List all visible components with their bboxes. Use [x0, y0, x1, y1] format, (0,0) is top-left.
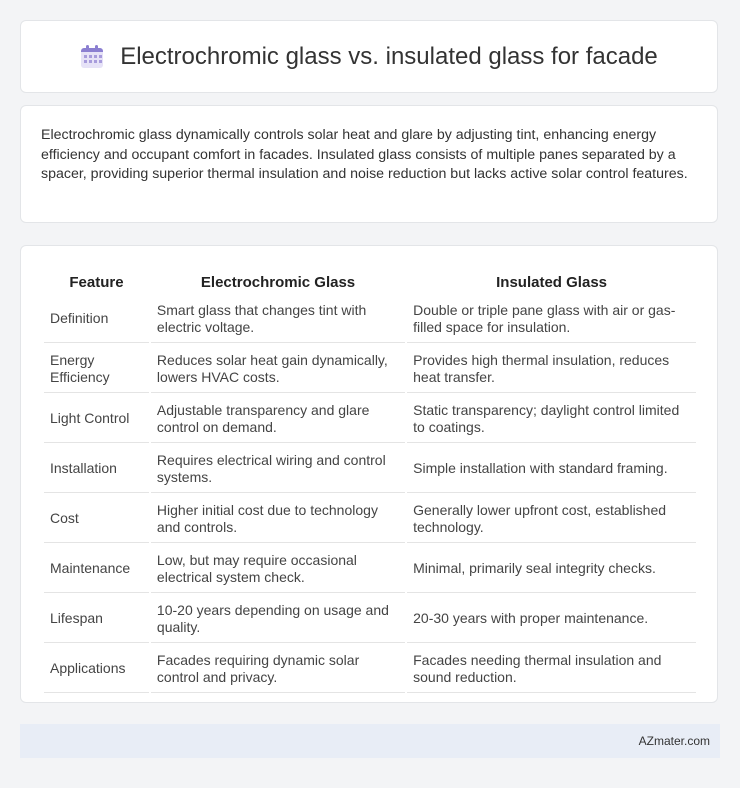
column-header-feature: Feature	[69, 274, 124, 291]
calendar-icon	[80, 45, 104, 69]
cell-electrochromic: Reduces solar heat gain dynamically, lowers HVAC costs.	[151, 345, 405, 393]
cell-insulated: Facades needing thermal insulation and sound reduction.	[407, 645, 696, 693]
footer-brand: AZmater.com	[638, 734, 710, 748]
cell-feature: Maintenance	[44, 545, 149, 593]
summary-text: Electrochromic glass dynamically controls solar heat and glare by adjusting tint, enhancing energy efficiency and occupant comfort in facades. Insulated glass consists of multiple panes separated by a spacer, providing superior thermal insulation and noise reduction but lacks active solar control features.	[41, 127, 688, 182]
column-header-insulated: Insulated Glass	[496, 274, 607, 291]
cell-insulated: Generally lower upfront cost, established technology.	[407, 495, 696, 543]
cell-electrochromic: Higher initial cost due to technology and controls.	[151, 495, 405, 543]
comparison-card	[20, 245, 718, 703]
cell-insulated: Double or triple pane glass with air or gas-filled space for insulation.	[407, 295, 696, 343]
cell-feature: Applications	[44, 645, 149, 693]
footer	[20, 724, 720, 758]
cell-insulated: Simple installation with standard framing.	[407, 445, 696, 493]
cell-insulated: Static transparency; daylight control limited to coatings.	[407, 395, 696, 443]
table-row	[44, 495, 696, 543]
table-header-row	[44, 268, 696, 293]
cell-electrochromic: Facades requiring dynamic solar control and privacy.	[151, 645, 405, 693]
cell-feature: Lifespan	[44, 595, 149, 643]
cell-feature: Light Control	[44, 395, 149, 443]
comparison-table	[42, 266, 698, 695]
cell-feature: Cost	[44, 495, 149, 543]
column-header-electrochromic: Electrochromic Glass	[200, 274, 356, 291]
cell-insulated: Provides high thermal insulation, reduces heat transfer.	[407, 345, 696, 393]
table-row	[44, 645, 696, 693]
table-row	[44, 345, 696, 393]
cell-electrochromic: Low, but may require occasional electrical system check.	[151, 545, 405, 593]
cell-insulated: Minimal, primarily seal integrity checks.	[407, 545, 696, 593]
table-row	[44, 445, 696, 493]
table-row	[44, 545, 696, 593]
table-row	[44, 395, 696, 443]
cell-feature: Definition	[44, 295, 149, 343]
summary-card	[20, 105, 718, 223]
cell-feature: Installation	[44, 445, 149, 493]
cell-electrochromic: Smart glass that changes tint with electric voltage.	[151, 295, 405, 343]
cell-insulated: 20-30 years with proper maintenance.	[407, 595, 696, 643]
table-row	[44, 595, 696, 643]
page-title: Electrochromic glass vs. insulated glass for facade	[120, 42, 658, 70]
cell-electrochromic: Requires electrical wiring and control systems.	[151, 445, 405, 493]
cell-electrochromic: 10-20 years depending on usage and quality.	[151, 595, 405, 643]
cell-electrochromic: Adjustable transparency and glare control on demand.	[151, 395, 405, 443]
table-row	[44, 295, 696, 343]
cell-feature: Energy Efficiency	[44, 345, 149, 393]
title-card	[20, 20, 718, 93]
